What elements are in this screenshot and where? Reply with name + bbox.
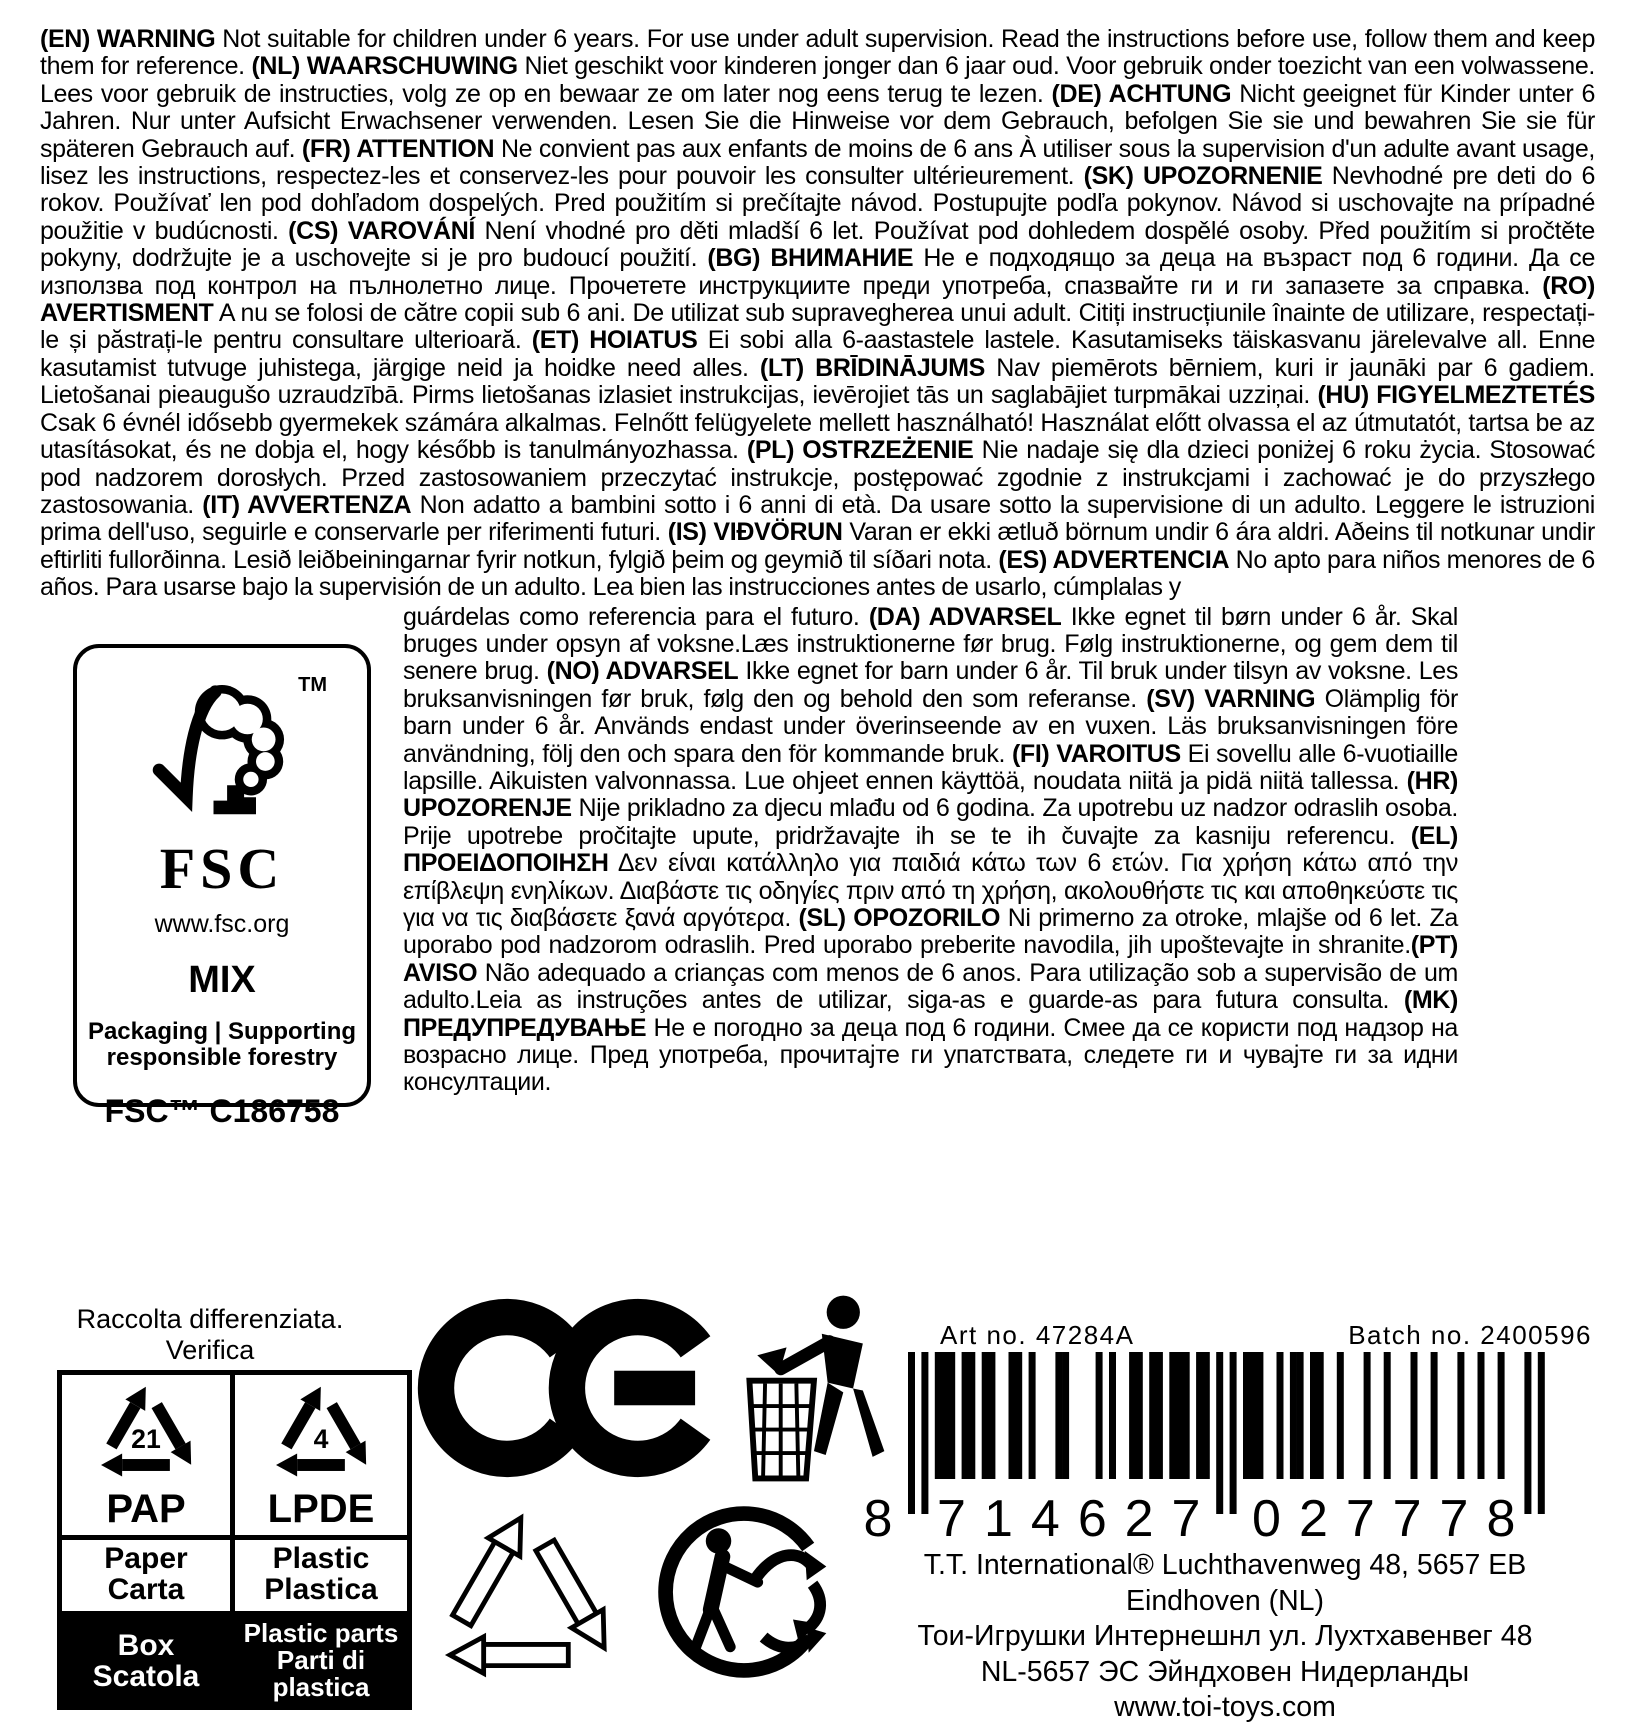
warning-text-block2: guárdelas como referencia para el futuro. (DA) ADVARSEL Ikke egnet til børn under 6 år. Skal bruges under opsyn af voksne.Læs instruktionerne før brug. Følg instruktionerne, og gem dem til senere brug. (NO) ADVARSEL Ikke egnet for barn under 6 år. Til bruk under tilsyn av voksne. Les bruksanvisningen før bruk, følg den og behold den som referanse. (SV) VARNING Olämplig för barn under 6 år. Används endast under överinseende av en vuxen. Läs bruksanvisningen före användning, följ den och spara den för kommande bruk. (FI) VAROITUS Ei sovellu alle 6-vuotiaille lapsille. Aikuisten valvonnassa. Lue ohjeet ennen käyttöä, noudata niitä ja pidä niitä tallessa. (HR) UPOZORENJE Nije prikladno za djecu mlađu od 6 godina. Za upotrebu uz nadzor odraslih osoba. Prije upotrebe pročitajte upute, pridržavajte ih se te ih čuvajte za kasniju referencu. (EL) ΠΡΟΕΙΔΟΠΟΙΗΣΗ Δεν είναι κατάλληλο για παιδιά κάτω των 6 ετών. Για χρήση κάτω από την επίβλεψη ενηλίκων. Διαβάστε τις οδηγίες πριν από τη χρήση, ακολουθήστε τις και αποθηκεύστε τις για να τις διαβάσετε ξανά αργότερα. (SL) OPOZORILO Ni primerno za otroke, mlajše od 6 let. Za uporabo pod nadzorom odraslih. Pred uporabo preberite navodila, jih upoštevajte in shranite.(PT) AVISO Não adequado a crianças com menos de 6 anos. Para utilização sob a supervisão de um adulto.Leia as instruções antes de utilizar, siga-as e guarde-as para futura consulta. (MK) ПРЕДУПРЕДУВАЊЕ Не е погодно за деца под 6 години. Смее да се користи под надзор на возрасно лице. Пред употреба, прочитајте ги упатствата, следете ги и чувајте ги за идни консултации.	[403, 602, 1459, 1097]
batch-number: Batch no. 2400596	[1348, 1320, 1592, 1350]
packaging-label-page	[0, 26, 1631, 1726]
recycling-codes-table	[57, 1370, 412, 1710]
part-en: Box	[117, 1628, 175, 1662]
chasing-arrows-triangle-icon	[263, 1381, 379, 1493]
website-text: www.toi-toys.com	[1114, 1691, 1336, 1723]
address-line-en: T.T. International® Luchthavenweg 48, 5657 EB Eindhoven (NL)	[923, 1549, 1527, 1617]
svg-text:7: 7	[1171, 1490, 1201, 1548]
bottom-section	[0, 1276, 1631, 1726]
component-row	[60, 1614, 410, 1708]
fsc-description	[77, 1019, 367, 1071]
plastic-material-cell	[233, 1538, 410, 1614]
fsc-tree-area	[77, 668, 367, 840]
recycling-loop-icon	[424, 1502, 626, 1708]
fsc-description-line1: Packaging | Supporting	[87, 1017, 357, 1045]
product-numbers-row	[940, 1320, 1592, 1351]
plastic-part-cell	[233, 1614, 410, 1708]
ean-barcode	[856, 1352, 1568, 1548]
fsc-trademark-symbol: TM	[298, 673, 327, 696]
manufacturer-address	[872, 1548, 1578, 1726]
warning-text-block1: (EN) WARNING Not suitable for children under 6 years. For use under adult supervision. Read the instructions before use, follow them and keep them for reference. (NL) WAARSCHUWING Niet geschikt voor kinderen jonger dan 6 jaar oud. Voor gebruik onder toezicht van een volwassene. Lees voor gebruik de instructies, volg ze op en bewaar ze om later nog eens terug te lezen. (DE) ACHTUNG Nicht geeignet für Kinder unter 6 Jahren. Nur unter Aufsicht Erwachsener verwenden. Lesen Sie die Hinweise vor dem Gebrauch, befolgen Sie sie und bewahren Sie sie für späteren Gebrauch auf. (FR) ATTENTION Ne convient pas aux enfants de moins de 6 ans À utiliser sous la supervision d'un adulte avant usage, lisez les instructions, respectez-les et conservez-les pour pouvoir les consulter ultérieurement. (SK) UPOZORNENIE Nevhodné pre deti do 6 rokov. Používať len pod dohľadom dospelých. Pred použitím si prečítajte návod. Postupujte podľa pokynov. Návod si uschovajte na prípadné použitie v budúcnosti. (CS) VAROVÁNÍ Není vhodné pro děti mladší 6 let. Používat pod dohledem dospělé osoby. Před použitím si pročtěte pokyny, dodržujte je a uschovejte si je pro budoucí použití. (BG) ВНИМАНИЕ Не е подходящо за деца на възраст под 6 години. Да се използва под контрол на пълнолетно лице. Прочетете инструкциите преди употреба, спазвайте ги и ги запазете за справка. (RO) AVERTISMENT A nu se folosi de către copii sub 6 ani. De utilizat sub supravegherea unui adult. Citiți instrucțiunile înainte de utilizare, respectați-le și păstrați-le pentru consultare ulterioară. (ET) HOIATUS Ei sobi alla 6-aastastele lastele. Kasutamiseks täiskasvanu järelevalve all. Enne kasutamist tutvuge juhistega, järgige neid ja hoidke need alles. (LT) BRĪDINĀJUMS Nav piemērots bērniem, kuri ir jaunāki par 6 gadiem. Lietošanai pieaugušo uzraudzībā. Pirms lietošanas izlasiet instrukcijas, ievērojiet tās un saglabājiet turpmākai uzziņai. (HU) FIGYELMEZTETÉS Csak 6 évnél idősebb gyermekek számára alkalmas. Felnőtt felügyelete mellett használható! Használat előtt olvassa el az útmutatót, tartsa be az utasításokat, és ne dobja el, hogy később is tanulmányozhassa. (PL) OSTRZEŻENIE Nie nadaje się dla dzieci poniżej 6 roku życia. Stosować pod nadzorem dorosłych. Przed zastosowaniem przeczytać instrukcje, postępować zgodnie z instrukcjami i zachować je do przyszłego zastosowania. (IT) AVVERTENZA Non adatto a bambini sotto i 6 anni di età. Da usare sotto la supervisione di un adulto. Leggere le istruzioni prima dell'uso, seguirle e conservarle per riferimenti futuri. (IS) VIÐVÖRUN Varan er ekki ætluð börnum undir 6 ára aldri. Aðeins til notkunar undir eftirliti fullorðinna. Lesið leiðbeiningarnar fyrir notkun, fylgið þeim og geymið til síðari nota. (ES) ADVERTENCIA No apto para niños menores de 6 años. Para usarse bajo la supervisión de un adulto. Lea bien las instrucciones antes de usarlo, cúmplalas y	[40, 25, 1596, 602]
svg-text:8: 8	[863, 1490, 893, 1548]
lpde-symbol-cell	[233, 1373, 410, 1538]
chasing-arrows-triangle-icon	[88, 1381, 204, 1493]
pap-code-label: PAP	[106, 1487, 186, 1531]
pap-symbol-cell	[60, 1373, 233, 1538]
svg-text:7: 7	[1345, 1490, 1375, 1548]
paper-material-cell	[60, 1538, 233, 1614]
svg-text:4: 4	[1030, 1490, 1060, 1548]
part-it: Scatola	[92, 1659, 200, 1693]
middle-row	[40, 602, 1595, 1129]
fsc-website-text: www.fsc.org	[154, 909, 290, 938]
article-number: Art no. 47284A	[940, 1320, 1135, 1350]
svg-text:7: 7	[1439, 1490, 1469, 1548]
label-root	[0, 26, 1631, 1726]
svg-text:1: 1	[983, 1490, 1013, 1548]
disposal-note-line1: Raccolta differenziata. Verifica	[76, 1304, 344, 1365]
triman-recycling-icon	[646, 1494, 842, 1690]
material-en: Paper	[104, 1542, 188, 1575]
address-line-ru2: NL-5657 ЭС Эйндховен Нидерланды	[980, 1655, 1470, 1688]
svg-text:6: 6	[1077, 1490, 1107, 1548]
fsc-label-type: MIX	[188, 958, 256, 1001]
fsc-logo-text: FSC	[159, 835, 285, 901]
svg-text:2: 2	[1298, 1490, 1328, 1548]
fsc-license-code: FSC™ C186758	[104, 1092, 340, 1129]
svg-text:8: 8	[1486, 1490, 1516, 1548]
part-it: Parti di plastica	[272, 1645, 370, 1702]
box-part-cell	[60, 1614, 233, 1708]
material-it: Plastica	[264, 1573, 378, 1606]
svg-text:7: 7	[1392, 1490, 1422, 1548]
svg-text:4: 4	[313, 1424, 329, 1455]
check-tree-icon	[137, 668, 307, 838]
fsc-description-line2: responsible forestry	[106, 1043, 338, 1071]
address-line-ru1: Тои-Игрушки Интернешнл ул. Лухтхавенвег 48	[917, 1620, 1533, 1652]
material-it: Carta	[107, 1573, 185, 1606]
ce-mark-icon	[416, 1294, 716, 1482]
svg-text:7: 7	[937, 1490, 966, 1548]
material-en: Plastic	[272, 1542, 370, 1575]
part-en: Plastic parts	[243, 1618, 399, 1648]
svg-text:21: 21	[131, 1424, 161, 1455]
material-row	[60, 1538, 410, 1614]
svg-text:0: 0	[1251, 1490, 1281, 1548]
recycling-symbol-row	[60, 1373, 410, 1538]
svg-text:2: 2	[1124, 1490, 1154, 1548]
lpde-code-label: LPDE	[267, 1487, 375, 1531]
fsc-certification-box	[73, 644, 371, 1129]
